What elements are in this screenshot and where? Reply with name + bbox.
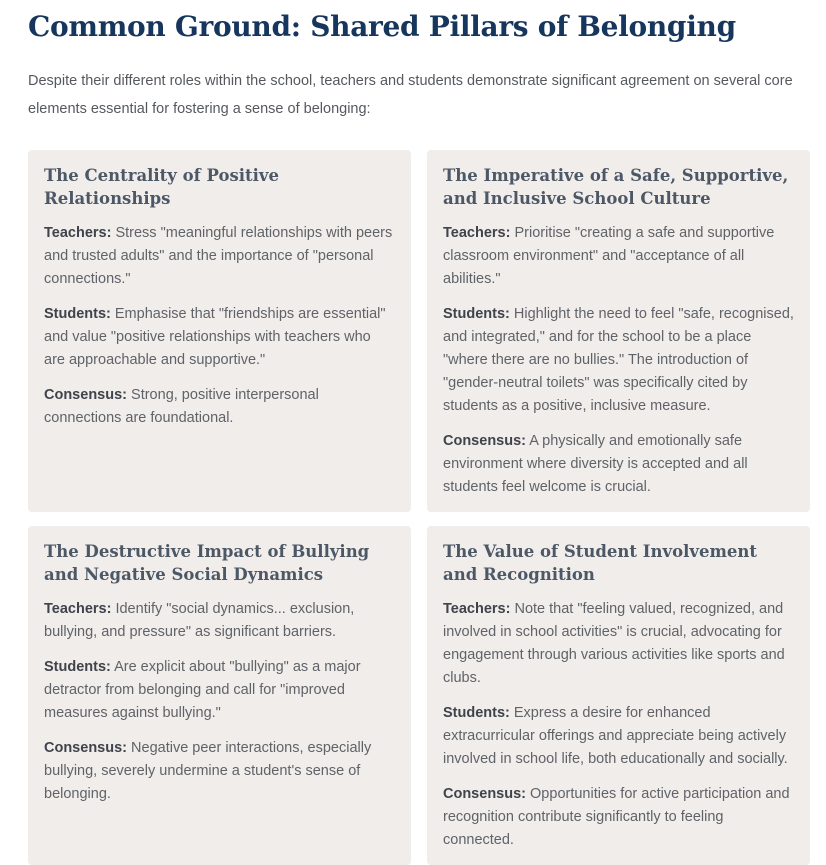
students-paragraph <box>443 702 794 771</box>
students-text: Express a desire for enhanced extracurricular offerings and appreciate being actively involved in school life, both educationally and socially. <box>443 705 788 767</box>
students-text: Emphasise that "friendships are essential" and value "positive relationships with teachers who are approachable and supportive." <box>44 306 386 368</box>
students-text: Highlight the need to feel "safe, recognised, and integrated," and for the school to be a place "where there are no bullies." The introduction of "gender-neutral toilets" was specifically cited by students as a positive, inclusive measure. <box>443 306 794 414</box>
page-title: Common Ground: Shared Pillars of Belonging <box>28 10 736 43</box>
consensus-paragraph <box>443 783 794 852</box>
pillars-grid <box>0 150 826 865</box>
consensus-label: Consensus: <box>44 740 127 756</box>
consensus-text: Negative peer interactions, especially bullying, severely undermine a student's sense of belonging. <box>44 740 372 802</box>
pillar-card-safe-inclusive-culture <box>427 150 810 512</box>
consensus-text: A physically and emotionally safe environment where diversity is accepted and all students feel welcome is crucial. <box>443 433 748 495</box>
consensus-label: Consensus: <box>44 387 127 403</box>
consensus-paragraph <box>443 430 794 499</box>
teachers-paragraph <box>44 598 395 644</box>
teachers-paragraph <box>443 222 794 291</box>
students-text: Are explicit about "bullying" as a major detractor from belonging and call for "improved measures against bullying." <box>44 659 361 721</box>
consensus-text: Strong, positive interpersonal connections are foundational. <box>44 387 319 426</box>
teachers-label: Teachers: <box>443 225 511 241</box>
pillar-card-bullying-impact <box>28 526 411 865</box>
card-heading: The Value of Student Involvement and Recognition <box>443 542 758 584</box>
students-paragraph <box>44 656 395 725</box>
card-heading: The Centrality of Positive Relationships <box>44 166 279 208</box>
students-label: Students: <box>44 659 111 675</box>
teachers-paragraph <box>44 222 395 291</box>
consensus-label: Consensus: <box>443 433 526 449</box>
consensus-label: Consensus: <box>443 786 526 802</box>
students-label: Students: <box>44 306 111 322</box>
pillar-card-positive-relationships <box>28 150 411 512</box>
teachers-text: Identify "social dynamics... exclusion, bullying, and pressure" as significant barriers. <box>44 601 355 640</box>
students-label: Students: <box>443 705 510 721</box>
card-heading: The Destructive Impact of Bullying and Negative Social Dynamics <box>44 542 370 584</box>
card-heading: The Imperative of a Safe, Supportive, and Inclusive School Culture <box>443 166 789 208</box>
teachers-text: Prioritise "creating a safe and supportive classroom environment" and "acceptance of all abilities." <box>443 225 775 287</box>
students-paragraph <box>443 303 794 418</box>
teachers-label: Teachers: <box>443 601 511 617</box>
teachers-paragraph <box>443 598 794 690</box>
teachers-label: Teachers: <box>44 601 112 617</box>
consensus-text: Opportunities for active participation and recognition contribute significantly to feeling connected. <box>443 786 790 848</box>
pillar-card-involvement-recognition <box>427 526 810 865</box>
intro-paragraph: Despite their different roles within the school, teachers and students demonstrate significant agreement on several core elements essential for fostering a sense of belonging: <box>28 73 793 117</box>
teachers-label: Teachers: <box>44 225 112 241</box>
teachers-text: Stress "meaningful relationships with peers and trusted adults" and the importance of "personal connections." <box>44 225 393 287</box>
consensus-paragraph <box>44 737 395 806</box>
teachers-text: Note that "feeling valued, recognized, and involved in school activities" is crucial, advocating for engagement through various activities like sports and clubs. <box>443 601 785 686</box>
consensus-paragraph <box>44 384 395 430</box>
students-label: Students: <box>443 306 510 322</box>
students-paragraph <box>44 303 395 372</box>
